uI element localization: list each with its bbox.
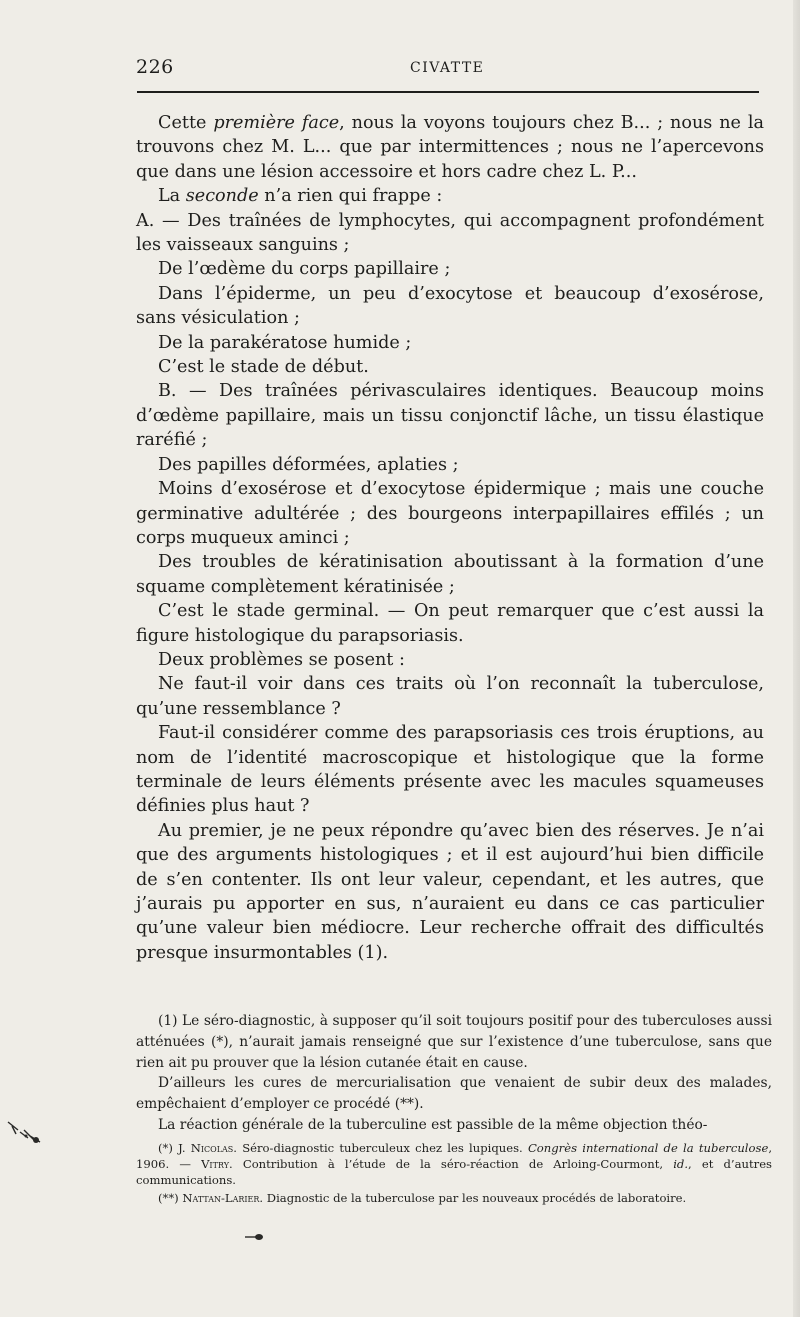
author-name: Nattan-Larier: [182, 1190, 260, 1205]
paragraph: La seconde n’a rien qui frappe :: [158, 186, 443, 207]
paragraph: C’est le stade germinal. — On peut remarquer que c’est aussi la figure histologique du parapsoriasis.: [136, 601, 764, 646]
footnote: (1) Le séro-diagnostic, à supposer qu’il soit toujours positif pour des tuberculoses aussi atténuées (*), n’aurait jamais renseigné que sur l’existence d’une tuberculose, sans que rien ait pu prouver que la lésion cutanée était en cause.: [136, 1013, 772, 1071]
paragraph: Deux problèmes se posent :: [158, 649, 405, 670]
emphasis: seconde: [185, 186, 259, 207]
sub-footnote: (*) J. Nicolas. Séro-diagnostic tuberculeux chez les lupiques. Congrès international de la tuberculose, 1906. — Vitry. Contribution à l’étude de la séro-réaction de Arloing-Courmont, id., et d’autres communications.: [136, 1141, 772, 1188]
emphasis: première face: [213, 113, 340, 133]
paragraph: C’est le stade de début.: [158, 357, 369, 378]
paragraph: Des troubles de kératinisation aboutissant à la formation d’une squame complètement kératinisée ;: [136, 552, 764, 597]
ink-blot-mark: [6, 1118, 46, 1148]
author-name: Nicolas: [190, 1141, 234, 1155]
footnote: La réaction générale de la tuberculine est passible de la même objection théo-: [158, 1116, 708, 1133]
paragraph: Au premier, je ne peux répondre qu’avec bien des réserves. Je n’ai que des arguments histologiques ; et il est aujourd’hui bien difficile de s’en contenter. Ils ont leur valeur, cependant, et les autres, que j’aurais pu apporter en sus, n’auraient eu dans ce cas particulier qu’une valeur bien médiocre. Leur recherche offrait des difficultés presque insurmontables (1).: [136, 820, 764, 963]
page-edge: [793, 0, 800, 1317]
sub-footnote: (**) Nattan-Larier. Diagnostic de la tuberculose par les nouveaux procédés de laboratoire.: [158, 1190, 687, 1205]
footnote: D’ailleurs les cures de mercurialisation que venaient de subir deux des malades, empêchaient d’employer ce procédé (**).: [136, 1075, 772, 1113]
paragraph: A. — Des traînées de lymphocytes, qui accompagnent profondément les vaisseaux sanguins ;: [136, 210, 764, 256]
paragraph: De l’œdème du corps papillaire ;: [158, 259, 451, 280]
paragraph: Ne faut-il voir dans ces traits où l’on reconnaît la tuberculose, qu’une ressemblance ?: [136, 674, 764, 719]
paragraph: B. — Des traînées périvasculaires identiques. Beaucoup moins d’œdème papillaire, mais un tissu conjonctif lâche, un tissu élastique raréfié ;: [136, 381, 764, 451]
ibid-abbrev: id.: [673, 1157, 689, 1172]
main-text: [136, 111, 764, 965]
paragraph: Cette première face, nous la voyons toujours chez B... ; nous ne la trouvons chez M. L... que par intermittences ; nous ne l’apercevons que dans une lésion accessoire et hors cadre chez L. P...: [136, 113, 764, 182]
work-title: Congrès international de la tuberculose: [527, 1141, 769, 1155]
paragraph: De la parakératose humide ;: [158, 332, 412, 353]
author-name: Vitry: [201, 1157, 229, 1172]
paragraph: Moins d’exosérose et d’exocytose épidermique ; mais une couche germinative adultérée ; des bourgeons interpapillaires effilés ; un corps muqueux aminci ;: [136, 479, 764, 548]
paragraph: Faut-il considérer comme des parapsoriasis ces trois éruptions, au nom de l’identité macroscopique et histologique que la forme terminale de leurs éléments présente avec les macules squameuses définies plus haut ?: [136, 723, 764, 817]
footnotes: [136, 1011, 772, 1136]
page-number: 226: [136, 56, 174, 78]
running-head: CIVATTE: [410, 60, 485, 76]
sub-footnotes: [136, 1140, 772, 1207]
ink-dot-mark: [244, 1233, 264, 1241]
paragraph: Dans l’épiderme, un peu d’exocytose et beaucoup d’exosérose, sans vésiculation ;: [136, 283, 764, 329]
header-rule: [137, 91, 759, 93]
paragraph: Des papilles déformées, aplaties ;: [158, 454, 459, 475]
